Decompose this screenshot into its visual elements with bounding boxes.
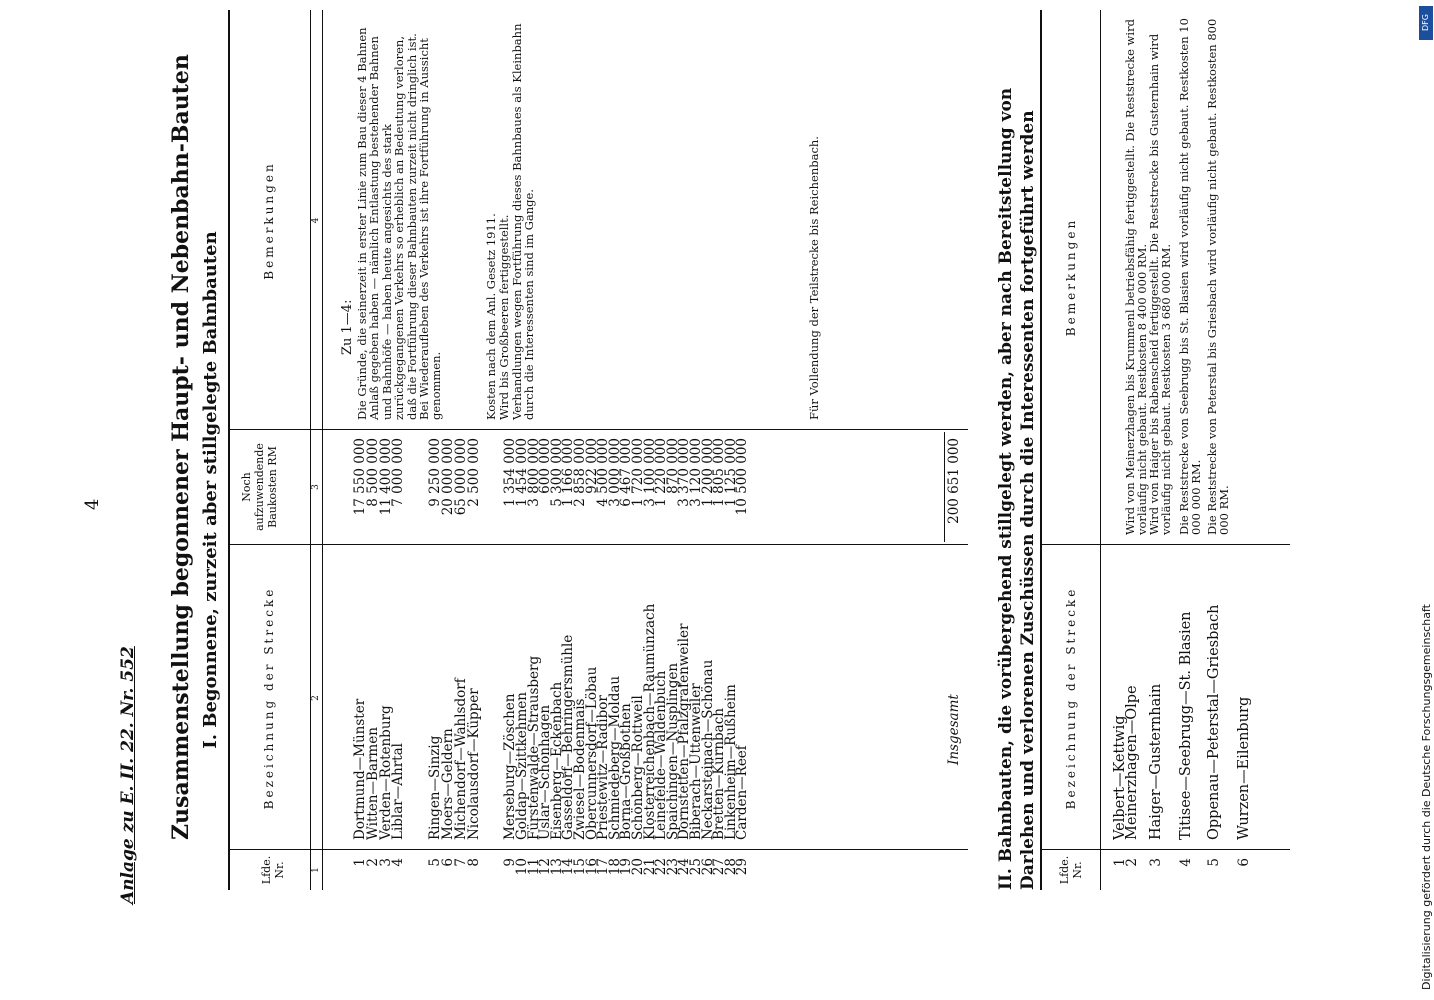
table1-row-strecke: Obercunnersdorf—Löbau (583, 666, 600, 840)
table1-row-kosten: 9 250 000 (427, 438, 444, 507)
table1-total-label: Insgesamt (946, 694, 962, 765)
table1-row-strecke: Merseburg—Zöschen (502, 693, 519, 840)
table2-header-nr: Lfde. Nr. (1058, 855, 1084, 885)
table1-row-kosten: 3 370 000 (676, 438, 693, 507)
table1-row-kosten: 10 500 000 (734, 438, 751, 516)
table2-row-nr: 2 (1124, 858, 1140, 867)
table1-row-nr: 6 (440, 858, 456, 867)
table1-row-kosten: 65 000 000 (452, 438, 469, 516)
section-1-title: I. Begonnene, zurzeit aber stillgelegte Bahnbauten (200, 231, 221, 749)
table1-row-nr: 11 (525, 858, 542, 876)
remark-6: Kosten nach dem Anl. Gesetz 1911. (484, 213, 498, 420)
table1-row-strecke: Bretten—Kürnbach (711, 708, 728, 840)
table1-row-strecke: Verden—Rotenburg (377, 705, 394, 840)
table1-row-strecke: Leinefelde—Waldenbuch (653, 670, 670, 840)
table1-row-kosten: 2 500 000 (465, 438, 482, 507)
table2-header-bemerkungen: Bemerkungen (1064, 217, 1078, 337)
table1-row-kosten: 1 454 000 (514, 438, 530, 507)
annex-reference: Anlage zu E. II. 22. Nr. 552 (118, 646, 138, 904)
table1-row-strecke: Neckarsteinach—Schönau (699, 659, 716, 840)
table1-row-strecke: Biberach—Uttenweiler (688, 683, 704, 840)
table1-row-strecke: Priestewitz—Radibor (595, 695, 612, 840)
table1-row-nr: 7 (452, 858, 469, 867)
table1-row-kosten: 7 000 000 (390, 438, 407, 507)
table1-row-nr: 24 (676, 858, 693, 876)
table1-row-nr: 13 (548, 858, 565, 876)
table1-row-kosten: 1 354 000 (502, 438, 519, 507)
table2-col-divider-2 (1040, 544, 1290, 545)
remark-1-4-heading: Zu 1—4: (340, 299, 355, 355)
table1-header-bemerkungen: Bemerkungen (262, 161, 276, 280)
table2-row-strecke: Haiger—Gusternhain (1148, 683, 1164, 840)
table1-row-nr: 21 (641, 858, 658, 876)
table1-row-kosten: 3 100 000 (641, 438, 658, 507)
table1-row-nr: 8 (465, 858, 482, 867)
table2-row-strecke: Meinerzhagen—Olpe (1124, 685, 1140, 840)
table2-row-strecke: Velbert—Kettwig (1112, 715, 1128, 840)
table1-row-kosten: 600 000 (537, 438, 554, 494)
table1-total-value: 200 651 000 (946, 438, 962, 524)
table1-row-kosten: 11 400 000 (377, 438, 394, 516)
table1-row-strecke: Gasseldorf—Behringersmühle (560, 634, 577, 840)
table1-row-nr: 25 (688, 858, 704, 876)
table1-row-strecke: Witten—Barmen (364, 727, 381, 840)
table1-row-nr: 2 (364, 858, 381, 867)
section-2-title: II. Bahnbauten, die vorübergehend stillgelegt werden, aber nach Bereitstellung von Darlehen und verlorenen Zuschüssen durch die Interessenten fortgeführt werden (996, 87, 1038, 890)
table1-colnum-4: 4 (311, 217, 321, 224)
remark-7: Wird bis Großbeeren fertiggestellt. (497, 214, 511, 420)
table1-row-nr: 10 (514, 858, 530, 876)
table1-total-rule (944, 432, 945, 542)
table1-col-divider-2 (228, 544, 968, 545)
table1-row-nr: 19 (618, 858, 635, 876)
table1-row-strecke: Dornstetten—Pfalzgrafenweiler (676, 623, 693, 840)
table2-row-strecke: Oppenau—Peterstal—Griesbach (1206, 604, 1222, 840)
table1-row-nr: 16 (583, 858, 600, 876)
table1-row-strecke: Uslar—Schönhagen (537, 704, 554, 840)
table2-col-divider-1 (1040, 849, 1290, 850)
table1-row-kosten: 1 200 000 (699, 438, 716, 507)
table1-header-nr: Lfde. Nr. (260, 855, 286, 885)
table1-colnum-3: 3 (311, 484, 321, 490)
table1-row-kosten: 4 500 000 (595, 438, 612, 507)
table1-row-strecke: Goldap—Szittkehmen (514, 692, 530, 840)
table1-row-kosten: 1 166 000 (560, 438, 577, 507)
table1-row-nr: 12 (537, 858, 554, 876)
table1-row-strecke: Michendorf—Wahlsdorf (452, 678, 469, 840)
table1-row-nr: 15 (572, 858, 588, 876)
remark-1-4: Die Gründe, die seinerzeit in erster Linie zum Bau dieser 4 Bahnen Anlaß gegeben haben — nämlich Entlastung bestehender Bahnen und Bahnhöfe — haben heute angesichts des stark zurückgegangenen Verkehrs so erheblich an Bedeutung verloren, daß die Fortführung dieser Bahnbauten zurzeit nicht dringlich ist. Bei Wiederaufleben des Verkehrs ist ihre Fortführung in Aussicht genommen. (355, 27, 444, 420)
table1-row-kosten: 20 000 000 (440, 438, 456, 516)
table1-row-nr: 1 (352, 858, 368, 867)
table1-row-strecke: Dortmund—Münster (352, 698, 368, 840)
table1-row-strecke: Schönberg—Rottweil (630, 695, 646, 840)
table1-col-divider-3 (228, 429, 968, 430)
table1-row-kosten: 8 500 000 (364, 438, 381, 507)
table1-row-strecke: Spaichingen—Nusplingen (664, 662, 681, 840)
table1-row-kosten: 1 720 000 (630, 438, 646, 507)
table1-row-strecke: Carden—Reef (734, 745, 751, 840)
table2-top-rule (1040, 10, 1042, 890)
table1-colnum-rule (322, 10, 323, 890)
table1-header-kosten: Noch aufzuwendende Baukosten RM (240, 443, 279, 531)
table1-row-strecke: Liblar—Ahrtal (390, 743, 407, 840)
table1-colnum-1: 1 (311, 867, 321, 873)
table1-row-kosten: 17 550 000 (352, 438, 368, 516)
table2-row-remark: Die Reststrecke von Seebrugg bis St. Blasien wird vorläufig nicht gebaut. Restkosten 10 000 000 RM. (1177, 18, 1204, 535)
table1-row-strecke: Eisenberg—Eckenbach (548, 681, 565, 840)
table2-row-remark: Wird von Meinerzhagen bis Krummenl betriebsfähig fertiggestellt. Die Reststrecke wird vorläufig nicht gebaut. Restkosten 8 400 000 RM. (1123, 19, 1150, 535)
table1-row-kosten: 5 300 000 (548, 438, 565, 507)
table1-row-kosten: 3 120 000 (688, 438, 704, 507)
table2-row-remark: Wird von Haiger bis Rabenscheid fertiggestellt. Die Reststrecke bis Gusternhain wird vorläufig nicht gebaut. Restkosten 3 680 000 RM. (1147, 33, 1174, 535)
table1-row-nr: 9 (502, 858, 519, 867)
page-number: 4 (82, 498, 103, 510)
table2-row-nr: 3 (1148, 858, 1164, 867)
table1-row-strecke: Borna—Großbothen (618, 703, 635, 840)
remark-22: Für Vollendung der Teilstrecke bis Reichenbach. (807, 136, 821, 420)
table2-header-strecke: Bezeichnung der Strecke (1064, 586, 1078, 810)
table1-row-kosten: 3 000 000 (606, 438, 623, 507)
table1-row-kosten: 922 000 (583, 438, 600, 494)
table1-row-kosten: 1 805 000 (711, 438, 728, 507)
table1-row-nr: 20 (630, 858, 646, 876)
table1-row-kosten: 1 220 000 (653, 438, 670, 507)
table1-row-nr: 14 (560, 858, 577, 876)
remark-8: Verhandlungen wegen Fortführung dieses Bahnbaues als Kleinbahn durch die Interessenten sind im Gange. (510, 23, 537, 420)
table1-row-nr: 28 (722, 858, 739, 876)
main-title: Zusammenstellung begonnener Haupt- und Nebenbahn-Bauten (168, 54, 194, 840)
table1-row-nr: 22 (653, 858, 670, 876)
table1-row-kosten: 1 125 000 (722, 438, 739, 507)
table1-row-nr: 17 (595, 858, 612, 876)
table2-row-nr: 5 (1206, 858, 1222, 867)
table1-row-strecke: Linkenheim—Rußheim (722, 684, 739, 840)
table2-row-strecke: Titisee—Seebrugg—St. Blasien (1178, 611, 1194, 840)
table1-row-strecke: Schmiedeberg—Moldau (606, 675, 623, 840)
table1-row-strecke: Klosterreichenbach—Raumünzach (641, 603, 658, 840)
table2-row-strecke: Wurzen—Eilenburg (1236, 696, 1252, 840)
table1-col-divider-1 (228, 849, 968, 850)
table2-header-rule (1100, 10, 1101, 890)
table1-row-nr: 26 (699, 858, 716, 876)
table2-row-nr: 4 (1178, 858, 1194, 867)
table1-row-strecke: Fürstenwalde—Strausberg (525, 655, 542, 840)
table1-row-kosten: 6 467 000 (618, 438, 635, 507)
table1-header-strecke: Bezeichnung der Strecke (262, 586, 276, 810)
table2-row-nr: 6 (1236, 858, 1252, 867)
table1-top-rule (228, 10, 230, 890)
table1-row-nr: 27 (711, 858, 728, 876)
table1-row-nr: 3 (377, 858, 394, 867)
table2-row-remark: Die Reststrecke von Peterstal bis Griesbach wird vorläufig nicht gebaut. Restkosten 800 000 RM. (1205, 18, 1232, 535)
table1-row-nr: 29 (734, 858, 751, 876)
table1-colnum-2: 2 (311, 695, 321, 701)
table1-row-kosten: 870 000 (664, 438, 681, 494)
table1-row-kosten: 3 800 000 (525, 438, 542, 507)
table1-row-nr: 18 (606, 858, 623, 876)
table1-row-strecke: Nicolausdorf—Küpper (465, 688, 482, 840)
table1-row-nr: 23 (664, 858, 681, 876)
table1-row-nr: 5 (427, 858, 444, 867)
table1-row-nr: 4 (390, 858, 407, 867)
table1-row-strecke: Zwiesel—Bodenmais (572, 698, 588, 840)
table1-row-strecke: Ringen—Sinzig (427, 735, 444, 840)
table1-row-strecke: Moers—Geldern (440, 728, 456, 840)
table2-row-nr: 1 (1112, 858, 1128, 867)
dfg-logo: DFG (1419, 6, 1433, 40)
table1-row-kosten: 2 858 000 (572, 438, 588, 507)
digitization-note: Digitalisierung gefördert durch die Deutsche Forschungsgemeinschaft (1420, 604, 1433, 990)
